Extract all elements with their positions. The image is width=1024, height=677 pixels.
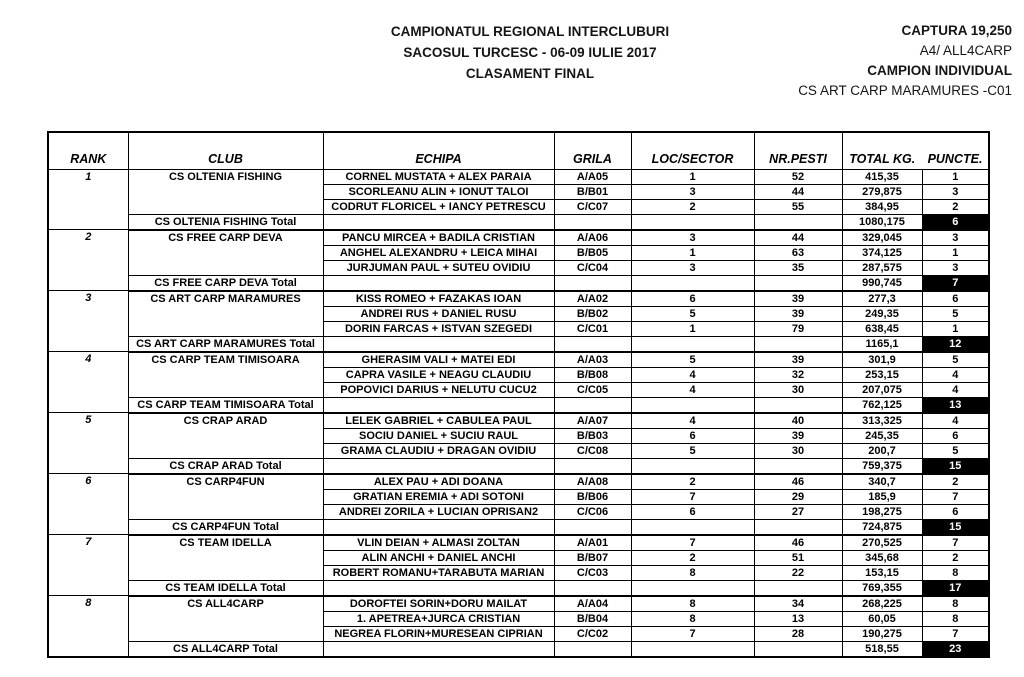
echipa-empty-cell — [323, 336, 554, 352]
column-header-grila: GRILA — [554, 132, 631, 169]
club-total-label-cell: CS CARP4FUN Total — [128, 519, 323, 535]
grila-empty-cell — [554, 214, 631, 230]
grila-cell: B/B03 — [554, 428, 631, 443]
grila-cell: A/A05 — [554, 169, 631, 184]
echipa-empty-cell — [323, 275, 554, 291]
grila-cell: B/B01 — [554, 184, 631, 199]
total-kg-cell: 638,45 — [842, 321, 922, 336]
column-header-club: CLUB — [128, 132, 323, 169]
total-kg-cell: 207,075 — [842, 382, 922, 397]
title-line-event-date: SACOSUL TURCESC - 06-09 IULIE 2017 — [403, 45, 657, 60]
loc-sector-cell: 2 — [631, 550, 754, 565]
total-kg-cell: 153,15 — [842, 565, 922, 580]
puncte-cell: 5 — [922, 443, 989, 458]
echipa-empty-cell — [323, 397, 554, 413]
column-header-total-kg: TOTAL KG. — [842, 132, 922, 169]
rank-cell: 3 — [48, 291, 128, 352]
club-total-puncte-cell: 23 — [922, 641, 989, 657]
echipa-cell: PANCU MIRCEA + BADILA CRISTIAN — [323, 230, 554, 246]
club-total-kg-cell: 759,375 — [842, 458, 922, 474]
team-row — [48, 535, 989, 551]
grila-cell: B/B06 — [554, 489, 631, 504]
grila-cell: A/A06 — [554, 230, 631, 246]
echipa-cell: DORIN FARCAS + ISTVAN SZEGEDI — [323, 321, 554, 336]
club-total-puncte-cell: 13 — [922, 397, 989, 413]
loc-sector-cell: 4 — [631, 413, 754, 429]
grila-cell: C/C02 — [554, 626, 631, 641]
title-line-clasament: CLASAMENT FINAL — [465, 66, 595, 81]
puncte-cell: 6 — [922, 428, 989, 443]
rank-cell: 4 — [48, 352, 128, 413]
team-row — [48, 169, 989, 184]
nr-pesti-empty-cell — [754, 519, 842, 535]
puncte-cell: 6 — [922, 504, 989, 519]
club-cell: CS FREE CARP DEVA — [128, 230, 323, 276]
total-kg-cell: 374,125 — [842, 245, 922, 260]
nr-pesti-cell: 13 — [754, 611, 842, 626]
club-cell: CS ALL4CARP — [128, 596, 323, 642]
club-total-label-cell: CS TEAM IDELLA Total — [128, 580, 323, 596]
nr-pesti-cell: 29 — [754, 489, 842, 504]
loc-sector-cell: 8 — [631, 611, 754, 626]
club-total-row — [48, 458, 989, 474]
loc-sector-cell: 6 — [631, 504, 754, 519]
loc-sector-cell: 1 — [631, 169, 754, 184]
team-row — [48, 474, 989, 490]
nr-pesti-cell: 39 — [754, 428, 842, 443]
loc-sector-cell: 4 — [631, 367, 754, 382]
club-total-kg-cell: 724,875 — [842, 519, 922, 535]
nr-pesti-cell: 51 — [754, 550, 842, 565]
puncte-cell: 2 — [922, 199, 989, 214]
team-row — [48, 352, 989, 368]
nr-pesti-cell: 32 — [754, 367, 842, 382]
puncte-cell: 8 — [922, 611, 989, 626]
loc-sector-empty-cell — [631, 458, 754, 474]
captura-line: CAPTURA 19,250 — [901, 23, 1012, 38]
club-total-puncte-cell: 7 — [922, 275, 989, 291]
club-total-row — [48, 275, 989, 291]
puncte-cell: 1 — [922, 321, 989, 336]
nr-pesti-cell: 34 — [754, 596, 842, 612]
nr-pesti-cell: 79 — [754, 321, 842, 336]
nr-pesti-cell: 22 — [754, 565, 842, 580]
club-total-row — [48, 641, 989, 657]
nr-pesti-cell: 27 — [754, 504, 842, 519]
total-kg-cell: 301,9 — [842, 352, 922, 368]
total-kg-cell: 190,275 — [842, 626, 922, 641]
echipa-cell: CORNEL MUSTATA + ALEX PARAIA — [323, 169, 554, 184]
club-total-kg-cell: 762,125 — [842, 397, 922, 413]
nr-pesti-cell: 30 — [754, 443, 842, 458]
club-cell: CS TEAM IDELLA — [128, 535, 323, 581]
club-total-row — [48, 519, 989, 535]
puncte-cell: 3 — [922, 260, 989, 275]
loc-sector-cell: 6 — [631, 428, 754, 443]
echipa-empty-cell — [323, 641, 554, 657]
grila-cell: C/C01 — [554, 321, 631, 336]
total-kg-cell: 279,875 — [842, 184, 922, 199]
loc-sector-cell: 3 — [631, 230, 754, 246]
nr-pesti-cell: 44 — [754, 184, 842, 199]
column-header-puncte: PUNCTE. — [922, 132, 989, 169]
nr-pesti-empty-cell — [754, 214, 842, 230]
club-cell: CS CARP TEAM TIMISOARA — [128, 352, 323, 398]
echipa-cell: JURJUMAN PAUL + SUTEU OVIDIU — [323, 260, 554, 275]
campion-individual-team: CS ART CARP MARAMURES -C01 — [798, 83, 1012, 98]
club-total-row — [48, 580, 989, 596]
club-cell: CS CRAP ARAD — [128, 413, 323, 459]
rank-cell: 2 — [48, 230, 128, 291]
total-kg-cell: 200,7 — [842, 443, 922, 458]
club-total-label-cell: CS ALL4CARP Total — [128, 641, 323, 657]
echipa-empty-cell — [323, 580, 554, 596]
table-header-row — [48, 132, 989, 169]
grila-cell: A/A02 — [554, 291, 631, 307]
echipa-cell: POPOVICI DARIUS + NELUTU CUCU2 — [323, 382, 554, 397]
grila-cell: B/B04 — [554, 611, 631, 626]
loc-sector-empty-cell — [631, 519, 754, 535]
total-kg-cell: 198,275 — [842, 504, 922, 519]
grila-cell: B/B08 — [554, 367, 631, 382]
echipa-cell: VLIN DEIAN + ALMASI ZOLTAN — [323, 535, 554, 551]
total-kg-cell: 277,3 — [842, 291, 922, 307]
nr-pesti-empty-cell — [754, 336, 842, 352]
loc-sector-cell: 2 — [631, 199, 754, 214]
total-kg-cell: 384,95 — [842, 199, 922, 214]
column-header-loc-sector: LOC/SECTOR — [631, 132, 754, 169]
nr-pesti-cell: 46 — [754, 474, 842, 490]
club-total-label-cell: CS FREE CARP DEVA Total — [128, 275, 323, 291]
total-kg-cell: 313,325 — [842, 413, 922, 429]
club-total-puncte-cell: 6 — [922, 214, 989, 230]
nr-pesti-cell: 30 — [754, 382, 842, 397]
nr-pesti-cell: 52 — [754, 169, 842, 184]
total-kg-cell: 270,525 — [842, 535, 922, 551]
loc-sector-empty-cell — [631, 580, 754, 596]
club-total-kg-cell: 769,355 — [842, 580, 922, 596]
club-cell: CS OLTENIA FISHING — [128, 169, 323, 214]
grila-cell: C/C05 — [554, 382, 631, 397]
club-total-kg-cell: 990,745 — [842, 275, 922, 291]
club-total-puncte-cell: 15 — [922, 519, 989, 535]
grila-cell: C/C06 — [554, 504, 631, 519]
club-total-puncte-cell: 15 — [922, 458, 989, 474]
nr-pesti-empty-cell — [754, 580, 842, 596]
loc-sector-empty-cell — [631, 641, 754, 657]
loc-sector-cell: 8 — [631, 565, 754, 580]
loc-sector-cell: 1 — [631, 245, 754, 260]
puncte-cell: 7 — [922, 535, 989, 551]
puncte-cell: 2 — [922, 474, 989, 490]
loc-sector-cell: 7 — [631, 535, 754, 551]
puncte-cell: 5 — [922, 306, 989, 321]
total-kg-cell: 60,05 — [842, 611, 922, 626]
loc-sector-cell: 8 — [631, 596, 754, 612]
total-kg-cell: 287,575 — [842, 260, 922, 275]
nr-pesti-empty-cell — [754, 458, 842, 474]
echipa-empty-cell — [323, 519, 554, 535]
club-cell: CS ART CARP MARAMURES — [128, 291, 323, 337]
puncte-cell: 4 — [922, 367, 989, 382]
loc-sector-cell: 6 — [631, 291, 754, 307]
total-kg-cell: 268,225 — [842, 596, 922, 612]
nr-pesti-cell: 63 — [754, 245, 842, 260]
club-total-puncte-cell: 12 — [922, 336, 989, 352]
team-row — [48, 596, 989, 612]
echipa-cell: ANDREI RUS + DANIEL RUSU — [323, 306, 554, 321]
grila-cell: B/B07 — [554, 550, 631, 565]
grila-cell: A/A01 — [554, 535, 631, 551]
nr-pesti-cell: 35 — [754, 260, 842, 275]
loc-sector-cell: 7 — [631, 626, 754, 641]
grila-cell: A/A07 — [554, 413, 631, 429]
total-kg-cell: 329,045 — [842, 230, 922, 246]
loc-sector-empty-cell — [631, 214, 754, 230]
team-row — [48, 230, 989, 246]
echipa-cell: SOCIU DANIEL + SUCIU RAUL — [323, 428, 554, 443]
grila-cell: C/C08 — [554, 443, 631, 458]
echipa-empty-cell — [323, 458, 554, 474]
puncte-cell: 1 — [922, 245, 989, 260]
team-row — [48, 413, 989, 429]
column-header-rank: RANK — [48, 132, 128, 169]
club-total-label-cell: CS CRAP ARAD Total — [128, 458, 323, 474]
club-total-puncte-cell: 17 — [922, 580, 989, 596]
echipa-cell: ANGHEL ALEXANDRU + LEICA MIHAI — [323, 245, 554, 260]
loc-sector-cell: 5 — [631, 306, 754, 321]
total-kg-cell: 340,7 — [842, 474, 922, 490]
campion-individual-label: CAMPION INDIVIDUAL — [867, 63, 1012, 78]
results-table — [47, 131, 990, 658]
column-header-echipa: ECHIPA — [323, 132, 554, 169]
loc-sector-cell: 4 — [631, 382, 754, 397]
rank-cell: 7 — [48, 535, 128, 596]
loc-sector-cell: 3 — [631, 184, 754, 199]
header-right-info — [798, 21, 1012, 101]
nr-pesti-cell: 46 — [754, 535, 842, 551]
puncte-cell: 4 — [922, 382, 989, 397]
grila-cell: C/C03 — [554, 565, 631, 580]
puncte-cell: 8 — [922, 596, 989, 612]
puncte-cell: 5 — [922, 352, 989, 368]
echipa-cell: ROBERT ROMANU+TARABUTA MARIAN — [323, 565, 554, 580]
echipa-empty-cell — [323, 214, 554, 230]
club-total-label-cell: CS OLTENIA FISHING Total — [128, 214, 323, 230]
echipa-cell: ALEX PAU + ADI DOANA — [323, 474, 554, 490]
puncte-cell: 3 — [922, 230, 989, 246]
club-total-kg-cell: 1080,175 — [842, 214, 922, 230]
puncte-cell: 3 — [922, 184, 989, 199]
club-total-label-cell: CS ART CARP MARAMURES Total — [128, 336, 323, 352]
grila-empty-cell — [554, 275, 631, 291]
echipa-cell: ALIN ANCHI + DANIEL ANCHI — [323, 550, 554, 565]
grila-empty-cell — [554, 641, 631, 657]
club-total-kg-cell: 518,55 — [842, 641, 922, 657]
total-kg-cell: 415,35 — [842, 169, 922, 184]
loc-sector-empty-cell — [631, 397, 754, 413]
format-line: A4/ ALL4CARP — [919, 43, 1012, 58]
nr-pesti-cell: 55 — [754, 199, 842, 214]
total-kg-cell: 185,9 — [842, 489, 922, 504]
puncte-cell: 7 — [922, 489, 989, 504]
total-kg-cell: 249,35 — [842, 306, 922, 321]
echipa-cell: 1. APETREA+JURCA CRISTIAN — [323, 611, 554, 626]
club-total-row — [48, 214, 989, 230]
total-kg-cell: 245,35 — [842, 428, 922, 443]
nr-pesti-cell: 40 — [754, 413, 842, 429]
grila-cell: B/B02 — [554, 306, 631, 321]
puncte-cell: 2 — [922, 550, 989, 565]
team-row — [48, 291, 989, 307]
loc-sector-empty-cell — [631, 336, 754, 352]
grila-empty-cell — [554, 519, 631, 535]
rank-cell: 6 — [48, 474, 128, 535]
grila-cell: A/A08 — [554, 474, 631, 490]
club-total-row — [48, 397, 989, 413]
echipa-cell: GRAMA CLAUDIU + DRAGAN OVIDIU — [323, 443, 554, 458]
total-kg-cell: 345,68 — [842, 550, 922, 565]
grila-cell: C/C07 — [554, 199, 631, 214]
echipa-cell: SCORLEANU ALIN + IONUT TALOI — [323, 184, 554, 199]
nr-pesti-empty-cell — [754, 275, 842, 291]
echipa-cell: KISS ROMEO + FAZAKAS IOAN — [323, 291, 554, 307]
rank-cell: 1 — [48, 169, 128, 230]
nr-pesti-cell: 39 — [754, 306, 842, 321]
club-cell: CS CARP4FUN — [128, 474, 323, 520]
column-header-nr-pesti: NR.PESTI — [754, 132, 842, 169]
loc-sector-cell: 5 — [631, 443, 754, 458]
puncte-cell: 8 — [922, 565, 989, 580]
loc-sector-empty-cell — [631, 275, 754, 291]
echipa-cell: CAPRA VASILE + NEAGU CLAUDIU — [323, 367, 554, 382]
puncte-cell: 1 — [922, 169, 989, 184]
nr-pesti-cell: 28 — [754, 626, 842, 641]
club-total-kg-cell: 1165,1 — [842, 336, 922, 352]
rank-cell: 8 — [48, 596, 128, 657]
loc-sector-cell: 1 — [631, 321, 754, 336]
grila-empty-cell — [554, 458, 631, 474]
grila-cell: A/A03 — [554, 352, 631, 368]
puncte-cell: 7 — [922, 626, 989, 641]
echipa-cell: CODRUT FLORICEL + IANCY PETRESCU — [323, 199, 554, 214]
nr-pesti-cell: 44 — [754, 230, 842, 246]
title-line-championship: CAMPIONATUL REGIONAL INTERCLUBURI — [390, 24, 670, 39]
loc-sector-cell: 3 — [631, 260, 754, 275]
loc-sector-cell: 5 — [631, 352, 754, 368]
grila-cell: A/A04 — [554, 596, 631, 612]
puncte-cell: 4 — [922, 413, 989, 429]
document-title-block — [244, 21, 816, 84]
nr-pesti-empty-cell — [754, 397, 842, 413]
echipa-cell: LELEK GABRIEL + CABULEA PAUL — [323, 413, 554, 429]
echipa-cell: NEGREA FLORIN+MURESEAN CIPRIAN — [323, 626, 554, 641]
echipa-cell: GHERASIM VALI + MATEI EDI — [323, 352, 554, 368]
nr-pesti-cell: 39 — [754, 352, 842, 368]
nr-pesti-cell: 39 — [754, 291, 842, 307]
grila-cell: B/B05 — [554, 245, 631, 260]
total-kg-cell: 253,15 — [842, 367, 922, 382]
echipa-cell: ANDREI ZORILA + LUCIAN OPRISAN2 — [323, 504, 554, 519]
grila-empty-cell — [554, 397, 631, 413]
club-total-label-cell: CS CARP TEAM TIMISOARA Total — [128, 397, 323, 413]
puncte-cell: 6 — [922, 291, 989, 307]
loc-sector-cell: 7 — [631, 489, 754, 504]
rank-cell: 5 — [48, 413, 128, 474]
loc-sector-cell: 2 — [631, 474, 754, 490]
echipa-cell: DOROFTEI SORIN+DORU MAILAT — [323, 596, 554, 612]
nr-pesti-empty-cell — [754, 641, 842, 657]
echipa-cell: GRATIAN EREMIA + ADI SOTONI — [323, 489, 554, 504]
club-total-row — [48, 336, 989, 352]
results-table-body — [48, 169, 989, 657]
grila-empty-cell — [554, 336, 631, 352]
grila-empty-cell — [554, 580, 631, 596]
grila-cell: C/C04 — [554, 260, 631, 275]
